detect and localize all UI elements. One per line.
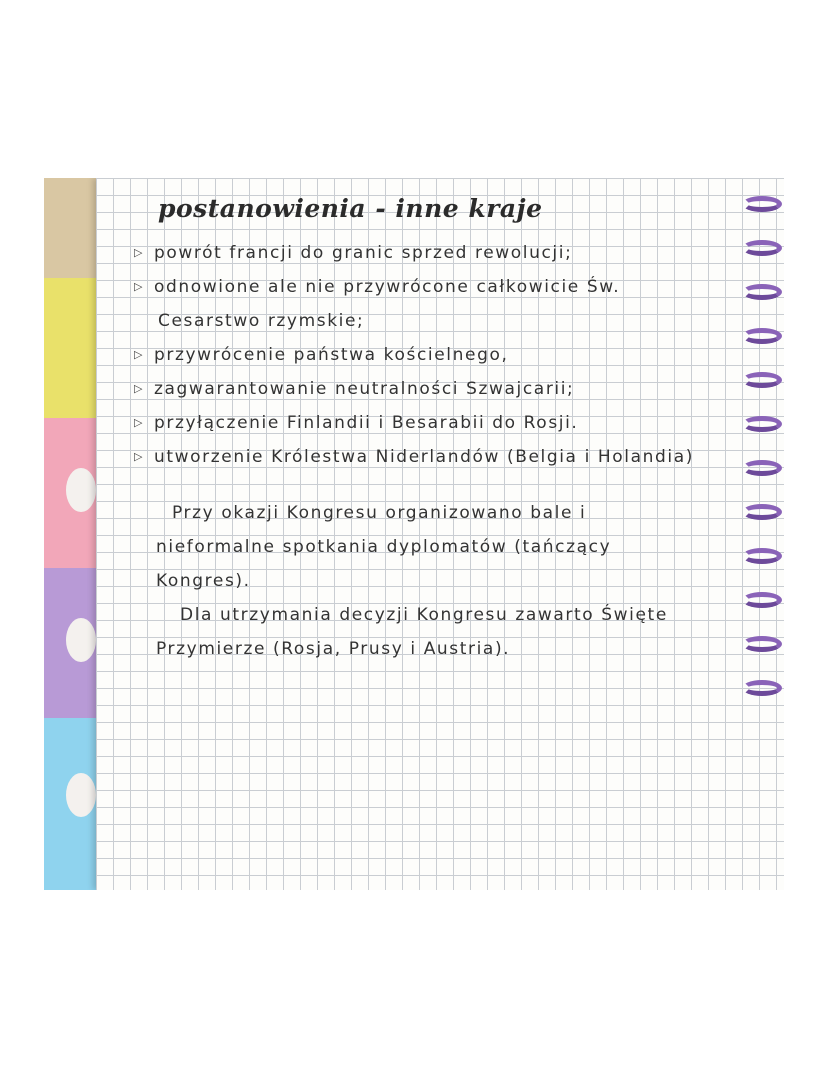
- spiral-coil: [742, 284, 782, 300]
- tab-hole: [66, 618, 96, 662]
- triangle-bullet-icon: ▷: [134, 416, 145, 429]
- tab-hole: [66, 468, 96, 512]
- triangle-bullet-icon: ▷: [134, 246, 145, 259]
- bullet-text-continuation: Cesarstwo rzymskie;: [158, 311, 365, 331]
- list-item: [134, 338, 694, 372]
- triangle-bullet-icon: ▷: [134, 382, 145, 395]
- spiral-binding: [738, 196, 782, 716]
- paragraph-line: Przy okazji Kongresu organizowano bale i: [172, 503, 587, 523]
- spiral-coil: [742, 636, 782, 652]
- triangle-bullet-icon: ▷: [134, 450, 145, 463]
- bullet-text: powrót francji do granic sprzed rewolucji;: [154, 243, 573, 263]
- list-item: [134, 440, 694, 474]
- spiral-coil: [742, 372, 782, 388]
- paragraph-line: Kongres).: [156, 571, 251, 591]
- spiral-coil: [742, 196, 782, 212]
- paragraph-line: nieformalne spotkania dyplomatów (tańczący: [156, 537, 612, 557]
- list-item: [134, 270, 694, 338]
- list-item: [134, 236, 694, 270]
- paragraph-holy-alliance: [156, 598, 668, 666]
- triangle-bullet-icon: ▷: [134, 348, 145, 361]
- notes-title: postanowienia - inne kraje: [158, 194, 543, 223]
- bullet-text: zagwarantowanie neutralności Szwajcarii;: [154, 379, 575, 399]
- tab-blue: [44, 718, 104, 890]
- list-item: [134, 372, 694, 406]
- list-item: [134, 406, 694, 440]
- triangle-bullet-icon: ▷: [134, 280, 145, 293]
- spiral-coil: [742, 504, 782, 520]
- paragraph-congress-balls: [156, 496, 611, 598]
- spiral-coil: [742, 592, 782, 608]
- bullet-text: odnowione ale nie przywrócone całkowicie Św.: [154, 277, 621, 297]
- notebook-photo: [44, 178, 784, 890]
- tab-purple: [44, 568, 104, 718]
- bullet-text: przywrócenie państwa kościelnego,: [154, 345, 509, 365]
- bullet-list: [134, 236, 694, 474]
- paragraph-line: Przymierze (Rosja, Prusy i Austria).: [156, 639, 511, 659]
- spiral-coil: [742, 548, 782, 564]
- bullet-text: przyłączenie Finlandii i Besarabii do Rosji.: [154, 413, 579, 433]
- tab-hole: [66, 773, 96, 817]
- spiral-coil: [742, 240, 782, 256]
- spiral-coil: [742, 328, 782, 344]
- bullet-text: utworzenie Królestwa Niderlandów (Belgia i Holandia): [154, 447, 694, 467]
- tab-pink: [44, 418, 104, 568]
- grid-paper-page: [96, 178, 784, 890]
- spiral-coil: [742, 680, 782, 696]
- paragraph-line: Dla utrzymania decyzji Kongresu zawarto Święte: [180, 605, 668, 625]
- divider-tabs: [44, 178, 104, 890]
- spiral-coil: [742, 416, 782, 432]
- spiral-coil: [742, 460, 782, 476]
- tab-yellow: [44, 278, 104, 418]
